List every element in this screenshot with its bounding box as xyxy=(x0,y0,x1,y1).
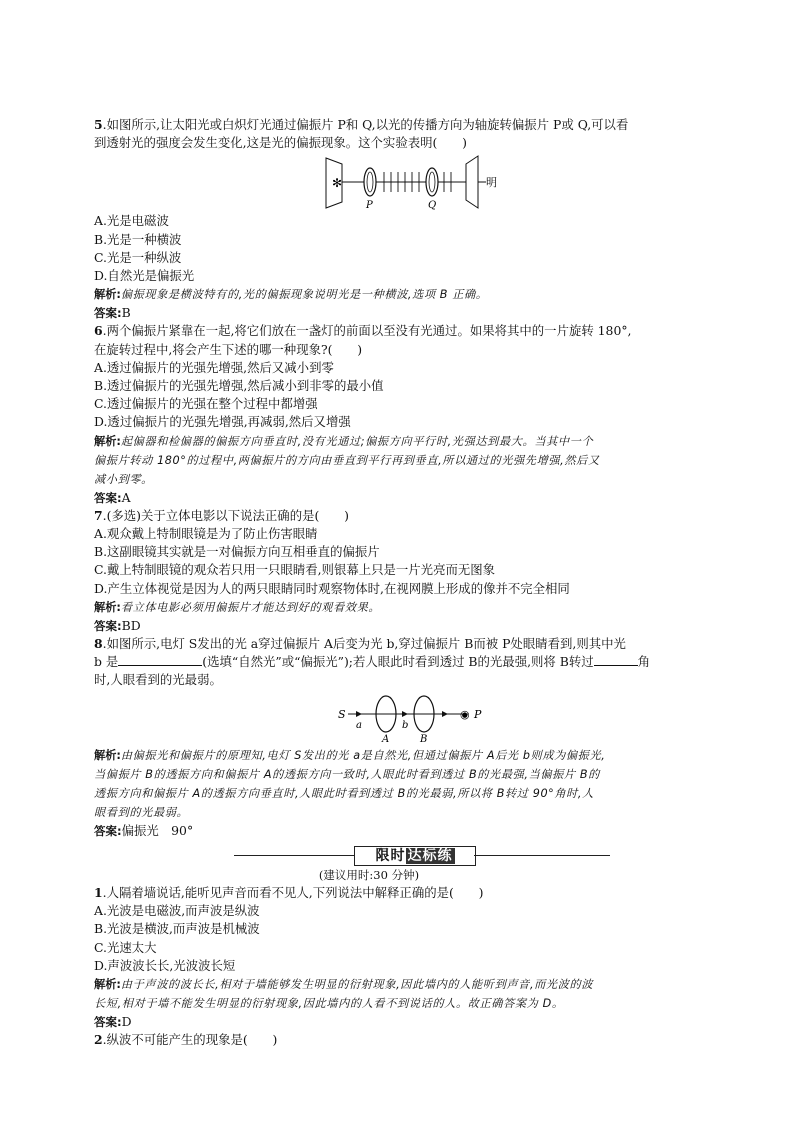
analysis: 透振方向和偏振片 A的透振方向垂直时,人眼此时看到透过 B的光最弱,所以将 B转过 90°角时,人 xyxy=(94,786,594,800)
analysis: 解析:由偏振光和偏振片的原理知,电灯 S发出的光 a是自然光,但通过偏振片 A后光 b则成为偏振光, xyxy=(94,748,606,762)
question-stem: 到透射光的强度会发生变化,这是光的偏振现象。这个实验表明( ) xyxy=(94,135,467,151)
option-b: B.光波是横波,而声波是机械波 xyxy=(94,921,260,937)
question-stem: 时,人眼看到的光最弱。 xyxy=(94,672,222,688)
practice-2 xyxy=(94,1031,704,1049)
question-8: 8.如图所示,电灯 S发出的光 a穿过偏振片 A后变为光 b,穿过偏振片 B而被 P处眼睛看到,则其中光 b 是 (选填“自然光”或“偏振光”);若人眼此时看到透过 B的光最强,则将 B转过 角 时,人眼看到的光最弱。 S a A b B ◉ P 解析:由偏振光和偏振片的原理知,电灯 S发出的光 a是自然光,但通过偏振片 A后光 b则成为偏振光, 当偏振片 B的透振方向和偏振片 A的透振方向一致时,人眼此时看到透过 B的光最强,当偏振片 B的 透振方向和偏振片 A的透振方向垂直时,人眼此时看到透过 B的光最弱,所以将 B转过 90°角时,人 眼看到的光最弱。 答案:偏振光 90° xyxy=(94,635,704,840)
analysis: 长短,相对于墙不能发生明显的衍射现象,因此墙内的人看不到说话的人。故正确答案为 D。 xyxy=(94,997,564,1011)
polarizer-figure xyxy=(94,154,704,210)
option-d: D.声波波长长,光波波长短 xyxy=(94,957,236,973)
analysis: 解析:起偏器和检偏器的偏振方向垂直时,没有光通过;偏振方向平行时,光强达到最大。当其中一个 xyxy=(94,434,594,448)
question-number: 2 xyxy=(94,1032,103,1048)
option-a: A.透过偏振片的光强先增强,然后又减小到零 xyxy=(94,359,334,375)
option-a: A.观众戴上特制眼镜是为了防止伤害眼睛 xyxy=(94,526,318,542)
analysis: 当偏振片 B的透振方向和偏振片 A的透振方向一致时,人眼此时看到透过 B的光最强,当偏振片 B的 xyxy=(94,767,600,781)
question-6 xyxy=(94,322,704,506)
answer-blank xyxy=(118,653,202,666)
suggested-time: (建议用时:30 分钟) xyxy=(318,867,420,882)
answer-blank xyxy=(594,653,638,666)
question-stem: .两个偏振片紧靠在一起,将它们放在一盏灯的前面以至没有光通过。如果将其中的一片旋转 180°, xyxy=(102,323,632,339)
divider xyxy=(474,855,610,856)
analysis: 解析:偏振现象是横波特有的,光的偏振现象说明光是一种横波,选项 B 正确。 xyxy=(94,288,488,302)
divider xyxy=(234,855,354,856)
label-p: P xyxy=(474,707,482,721)
practice-1 xyxy=(94,884,704,1031)
page-content xyxy=(94,116,704,1050)
label-s: S xyxy=(338,707,346,721)
option-d: D.自然光是偏振光 xyxy=(94,268,195,284)
option-b: B.光是一种横波 xyxy=(94,231,182,247)
question-stem: .纵波不可能产生的现象是( ) xyxy=(102,1032,278,1048)
analysis: 眼看到的光最弱。 xyxy=(94,805,189,819)
option-a: A.光波是电磁波,而声波是纵波 xyxy=(94,903,260,919)
lamp-polarizer-figure xyxy=(94,692,704,744)
option-d: D.透过偏振片的光强先增强,再减弱,然后又增强 xyxy=(94,414,351,430)
section-title: 限时 达标练 xyxy=(354,846,476,866)
answer: 答案:A xyxy=(94,489,131,505)
question-5 xyxy=(94,116,704,322)
question-stem: .如图所示,电灯 S发出的光 a穿过偏振片 A后变为光 b,穿过偏振片 B而被 P处眼睛看到,则其中光 xyxy=(102,636,626,652)
option-b: B.透过偏振片的光强先增强,然后减小到非零的最小值 xyxy=(94,378,384,394)
question-number: 8 xyxy=(94,636,103,652)
label-q: Q xyxy=(428,200,437,211)
label-polarizer-a: A xyxy=(382,733,390,744)
label-b-light: b xyxy=(402,719,409,731)
question-7 xyxy=(94,507,704,635)
question-stem: 在旋转过程中,将会产生下述的哪一种现象?( ) xyxy=(94,341,363,357)
label-light: 明 xyxy=(486,176,497,190)
analysis: 减小到零。 xyxy=(94,472,153,486)
svg-text:✻: ✻ xyxy=(332,176,343,191)
label-p: P xyxy=(366,200,373,211)
question-stem: .如图所示,让太阳光或白炽灯光通过偏振片 P和 Q,以光的传播方向为轴旋转偏振片 P或 Q,可以看 xyxy=(102,117,629,132)
question-stem: .(多选)关于立体电影以下说法正确的是( ) xyxy=(102,507,349,523)
analysis: 解析:看立体电影必须用偏振片才能达到好的观看效果。 xyxy=(94,600,381,614)
question-number: 6 xyxy=(94,323,103,339)
option-b: B.这副眼镜其实就是一对偏振方向互相垂直的偏振片 xyxy=(94,544,380,560)
question-stem: .人隔着墙说话,能听见声音而看不见人,下列说法中解释正确的是( ) xyxy=(102,885,484,901)
label-polarizer-b: B xyxy=(420,733,428,744)
label-a-light: a xyxy=(356,719,362,731)
eye-icon: ◉ xyxy=(460,707,470,721)
option-c: C.戴上特制眼镜的观众若只用一只眼睛看,则银幕上只是一片光亮而无图象 xyxy=(94,562,496,578)
question-number: 5 xyxy=(94,117,103,132)
question-number: 7 xyxy=(94,507,103,523)
answer: 答案:偏振光 90° xyxy=(94,822,194,838)
option-c: C.光速太大 xyxy=(94,939,157,955)
answer: 答案:B xyxy=(94,305,131,321)
option-d: D.产生立体视觉是因为人的两只眼睛同时观察物体时,在视网膜上形成的像并不完全相同 xyxy=(94,580,570,596)
question-number: 1 xyxy=(94,885,103,901)
analysis: 解析:由于声波的波长长,相对于墙能够发生明显的衍射现象,因此墙内的人能听到声音,而光波的波 xyxy=(94,978,594,992)
option-c: C.光是一种纵波 xyxy=(94,249,182,265)
analysis: 偏振片转动 180°的过程中,两偏振片的方向由垂直到平行再到垂直,所以通过的光强先增强,然后又 xyxy=(94,453,600,467)
section-header xyxy=(94,846,704,866)
answer: 答案:BD xyxy=(94,617,141,633)
answer: 答案:D xyxy=(94,1014,132,1030)
option-a: A.光是电磁波 xyxy=(94,213,169,229)
option-c: C.透过偏振片的光强在整个过程中都增强 xyxy=(94,396,318,412)
